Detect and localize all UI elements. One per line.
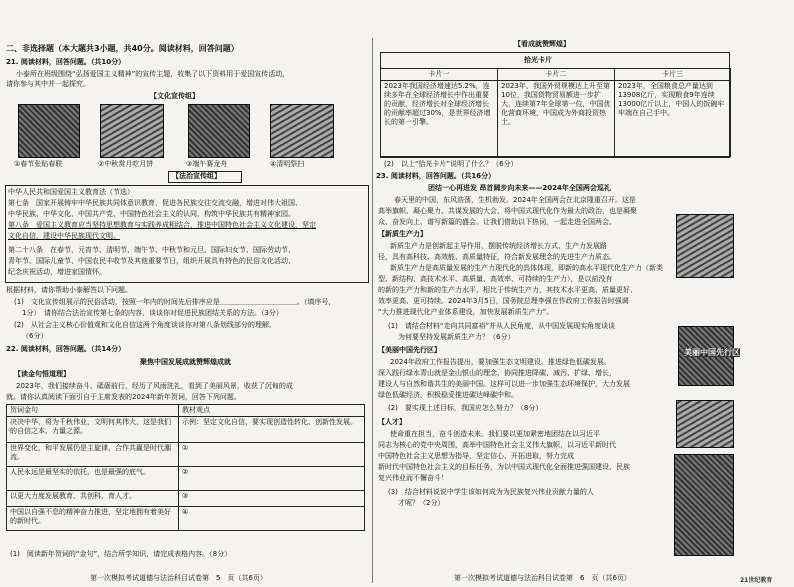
law-line: 中华民族、中华文化、中国共产党、中国特色社会主义的认同，构筑中华民族共有精神家园。: [8, 210, 295, 218]
card-header-row: [381, 69, 731, 81]
hotword-text: 新质生产力是创新起主导作用，摆脱传统经济增长方式、生产力发展路: [390, 242, 607, 250]
q22-theme: 聚焦中国发展成就赞辉煌成就: [140, 358, 231, 366]
image-caption: ③端午赛龙舟: [186, 160, 228, 168]
card-header: 卡片一: [381, 69, 498, 81]
quote-cell: 世界变化，和平发展仍是主旋律，合作共赢是时代潮流。: [7, 443, 179, 467]
viewpoint-cell[interactable]: ③: [179, 491, 365, 507]
right-page: [374, 0, 794, 587]
hotword-text: 新时代中国特色社会主义的目标任务，为以中国式现代化全面推进强国建设、民族: [378, 463, 630, 471]
hotword-text: 中国特色社会主义思想为指导，坚定信心、开拓进取，努力完成: [378, 452, 574, 460]
hotword-text: “大力推进现代化产业体系建设，加快发展新质生产力”。: [378, 308, 554, 316]
law-line: 中华人民共和国爱国主义教育法（节选）: [8, 188, 134, 196]
viewpoint-cell: 示例：坚定文化自信，要实现创造性转化、创新性发展。: [179, 417, 365, 443]
hotword-text: 的新的生产力和新的生产力水平，相比于传统生产力，其技术水平更高、质量更好、: [378, 286, 637, 294]
watermark: 21世纪教育: [740, 577, 773, 584]
law-line: 纪念庆祝活动，增进家国情怀。: [8, 268, 106, 276]
quote-cell: 以更大力度发展教育、共创科、育人才。: [7, 491, 179, 507]
q22-sub2: (2) 以上“拾光卡片”说明了什么？（6分）: [384, 160, 518, 168]
q23-intro: 高举旗帜、凝心聚力、共谋发展的大会，将中国式现代化作为最大的政治，也是凝聚: [378, 207, 637, 215]
viewpoint-cell[interactable]: ④: [179, 507, 365, 531]
dragon-boat-image: [188, 104, 250, 158]
q23-sub1: 为何要坚持发展新质生产力？（6分）: [398, 333, 515, 341]
viewpoint-cell[interactable]: ①: [179, 443, 365, 467]
law-line-underlined: 文化自信，建设中华民族现代文明。: [8, 232, 120, 240]
card-cell: 2023年，我国外贸规模达上升至第10位，我国货物贸易额进一步扩大，连续第7年全球第一位，中国优化营商环境，中国成为外商投资热土。: [498, 81, 615, 157]
table-header-row: [7, 405, 365, 417]
q21-sub2: (2) 从社会主义核心价值观和文化自信这两个角度谈谈你对第八条划线部分的理解。: [14, 321, 276, 329]
q21-sub2: （6分）: [22, 332, 48, 340]
q23-intro: 众、奋发向上、谱写新篇的盛会。让我们借助以下热词，一起走进全国两会。: [378, 218, 616, 226]
calligraphy-photo: [674, 454, 734, 556]
qingming-image: [270, 104, 334, 158]
q23-sub3: 才呢？（2分）: [398, 499, 445, 507]
q23-sub2: (2) 要实现上述目标，我国应怎么努力？（8分）: [388, 404, 543, 412]
viewpoint-cell[interactable]: ②: [179, 467, 365, 491]
q21-ask: 根据材料，请你帮助小泰解答以下问题。: [6, 286, 132, 294]
section-heading: 二、非选择题（本大题共3小题，共40分。阅读材料，回答问题）: [6, 44, 239, 53]
hotword-text: 深入践行绿水青山就是金山银山的理念，协同推进降碳、减污、扩绿、增长，: [378, 369, 616, 377]
hotword-text: 型、新结构、高技术水平、高质量、高效率、可持续的生产力），是以前没有: [378, 275, 613, 283]
left-page: [0, 0, 372, 587]
page-footer: 第一次模拟考试道德与法治科目试卷第 6 页（共6页）: [454, 574, 631, 582]
card-header: 卡片二: [498, 69, 615, 81]
law-line: 第七条 国家开展铸牢中华民族共同体意识教育，促进各民族交往交流交融，增进对伟大祖国、: [8, 199, 302, 207]
quote-cell: 决决中华，将为千秋伟业，文明何其伟大，这是我们的自信之本、力量之源。: [7, 417, 179, 443]
table-header: 贺词金句: [7, 405, 179, 417]
q23-headline: 团结一心再进发 昂首阔步向未来——2024年全国两会巡礼: [428, 184, 611, 192]
image-caption: ④清明祭扫: [270, 160, 305, 168]
new-year-quote-table: [6, 404, 365, 531]
q23-title: 23. 阅读材料，回答问题。（共16分）: [376, 172, 496, 180]
hotword-text: 建设人与自然和谐共生的美丽中国。这样可以进一步加强生态环境保护，大力发展: [378, 380, 630, 388]
q22-intro: 2023年，我们接续奋斗、砥砺前行，经历了风雨洗礼，看到了美丽风景，收获了沉甸的成: [16, 382, 293, 390]
page-footer: 第一次模拟考试道德与法治科目试卷第 5 页（共6页）: [90, 574, 267, 582]
q23-intro: 春天里的中国，东风浩荡，生机勃发。2024年全国两会在北京隆重召开。这是: [394, 196, 636, 204]
hotword-label: 【美丽中国先行区】: [378, 346, 441, 354]
q23-sub3: (3) 结合材料说说中学生该如何成为为民族复兴伟业贡献力量的人: [388, 488, 594, 496]
q23-sub1: (1) 请结合材料“走向共同富裕”并从人民角度，从中国发展现实角度谈谈: [388, 322, 616, 330]
hotword-text: 绿色低碳经济，积极稳妥推进碳达峰碳中和。: [378, 391, 518, 399]
q22-intro: 就。请你认真阅读下面引自于主席发表的2024年新年贺词，回答下列问题。: [6, 393, 241, 401]
mid-autumn-image: [100, 104, 164, 158]
achievements-label: 【看成就赞辉煌】: [514, 40, 570, 48]
q21-title: 21. 阅读材料，回答问题。（共10分）: [6, 58, 126, 66]
law-line: 青年节、国际儿童节、中国农民丰收节及其他重要节日，组织开展具有特色的民俗文化活动、: [8, 257, 295, 265]
card-cell: 2023年，全国粮食总产量达到13908亿斤，实现粮食9年连续13000亿斤以上，中国人的饭碗牢牢端在自己手中。: [615, 81, 731, 157]
two-sessions-photo: [676, 214, 734, 278]
q21-intro: 小泰所在班级围绕“弘扬爱国主义精神”的宣传主题，收集了以下资料用于爱国宣传活动，: [16, 70, 290, 78]
culture-label: 【文化宣传组】: [150, 92, 199, 100]
hotword-label: 【新质生产力】: [378, 230, 427, 238]
page-divider: [372, 38, 373, 583]
hotword-text: 径，具有高科技、高效能、高质量特征，符合新发展理念的先进生产力质态。: [378, 253, 616, 261]
table-row: [7, 443, 365, 467]
table-row: [7, 507, 365, 531]
hotword-text: 效率更高、更可持续。2024年3月5日，国务院总理李强在作政府工作报告时强调: [378, 297, 629, 305]
card-table: [380, 68, 731, 157]
spring-couplet-image: [18, 104, 80, 158]
law-line-underlined: 第八条 爱国主义教育应当坚持思想教育与实践养成相结合，推进中国特色社会主义文化建设，坚定: [8, 221, 316, 229]
card-header: 卡片三: [615, 69, 731, 81]
card-title: 拾光卡片: [524, 56, 552, 64]
quote-cell: 中国以自强不息的精神奋力推进，坚定地拥有着美好的新时代。: [7, 507, 179, 531]
law-line: 第二十八条 在春节、元宵节、清明节、端午节、中秋节和元旦、国际妇女节、国际劳动节、: [8, 246, 295, 254]
hotword-text: 2024年政府工作报告提出，要加强生态文明建设，推进绿色低碳发展。: [390, 358, 611, 366]
card-cell: 2023年我国经济增速达5.2%，连续多年在全球经济增长中作出重要的贡献，经济增长对全球经济增长的贡献率超过30%，是世界经济增长的第一引擎。: [381, 81, 498, 157]
table-row: [7, 467, 365, 491]
q22-sub-label: 【读金句悟道理】: [14, 370, 70, 378]
table-header: 教材观点: [179, 405, 365, 417]
image-caption: ②中秋赏月吃月饼: [98, 160, 154, 168]
table-row: [7, 491, 365, 507]
q22-sub1: (1) 阅读新年贺词的“金句”，结合所学知识，请完成表格内容。（8分）: [10, 550, 232, 558]
hotword-text: 同志为核心的党中央周围，高举中国特色社会主义伟大旗帜，以习近平新时代: [378, 441, 616, 449]
table-row: [7, 417, 365, 443]
q21-intro: 请你参与其中并一起探究。: [6, 80, 90, 88]
hotword-label: 【人才】: [378, 418, 406, 426]
hotword-text: 新质生产力是高质量发展的生产力现代化的具体体现，即新的高水平现代化生产力（新类: [390, 264, 663, 272]
hotword-text: 复兴伟业而不懈奋斗！: [378, 474, 448, 482]
hotword-text: 使命重在担当，奋斗创造未来。我们要以更加紧密地团结在以习近平: [390, 430, 600, 438]
q21-sub1: (1) 文化宣传组展示的民俗活动，按照一年内的时间先后排序应是＿＿＿＿＿＿＿＿＿＿＿。（填序号，: [14, 298, 336, 306]
landscape-photo: [676, 400, 734, 448]
q21-sub1: 1分） 请你结合法治宣传第七条的内容，谈谈你对促进民族团结关系的方法。（3分）: [22, 309, 283, 317]
q22-title: 22. 阅读材料，回答问题。（共14分）: [6, 345, 126, 353]
card-row: [381, 81, 731, 157]
quote-cell: 人民永远是最坚实的依托，也是最强的底气。: [7, 467, 179, 491]
photo-caption: 美丽中国先行区: [684, 348, 740, 357]
image-caption: ①春节张贴春联: [14, 160, 63, 168]
law-label: 【法治宣传组】: [172, 172, 221, 180]
